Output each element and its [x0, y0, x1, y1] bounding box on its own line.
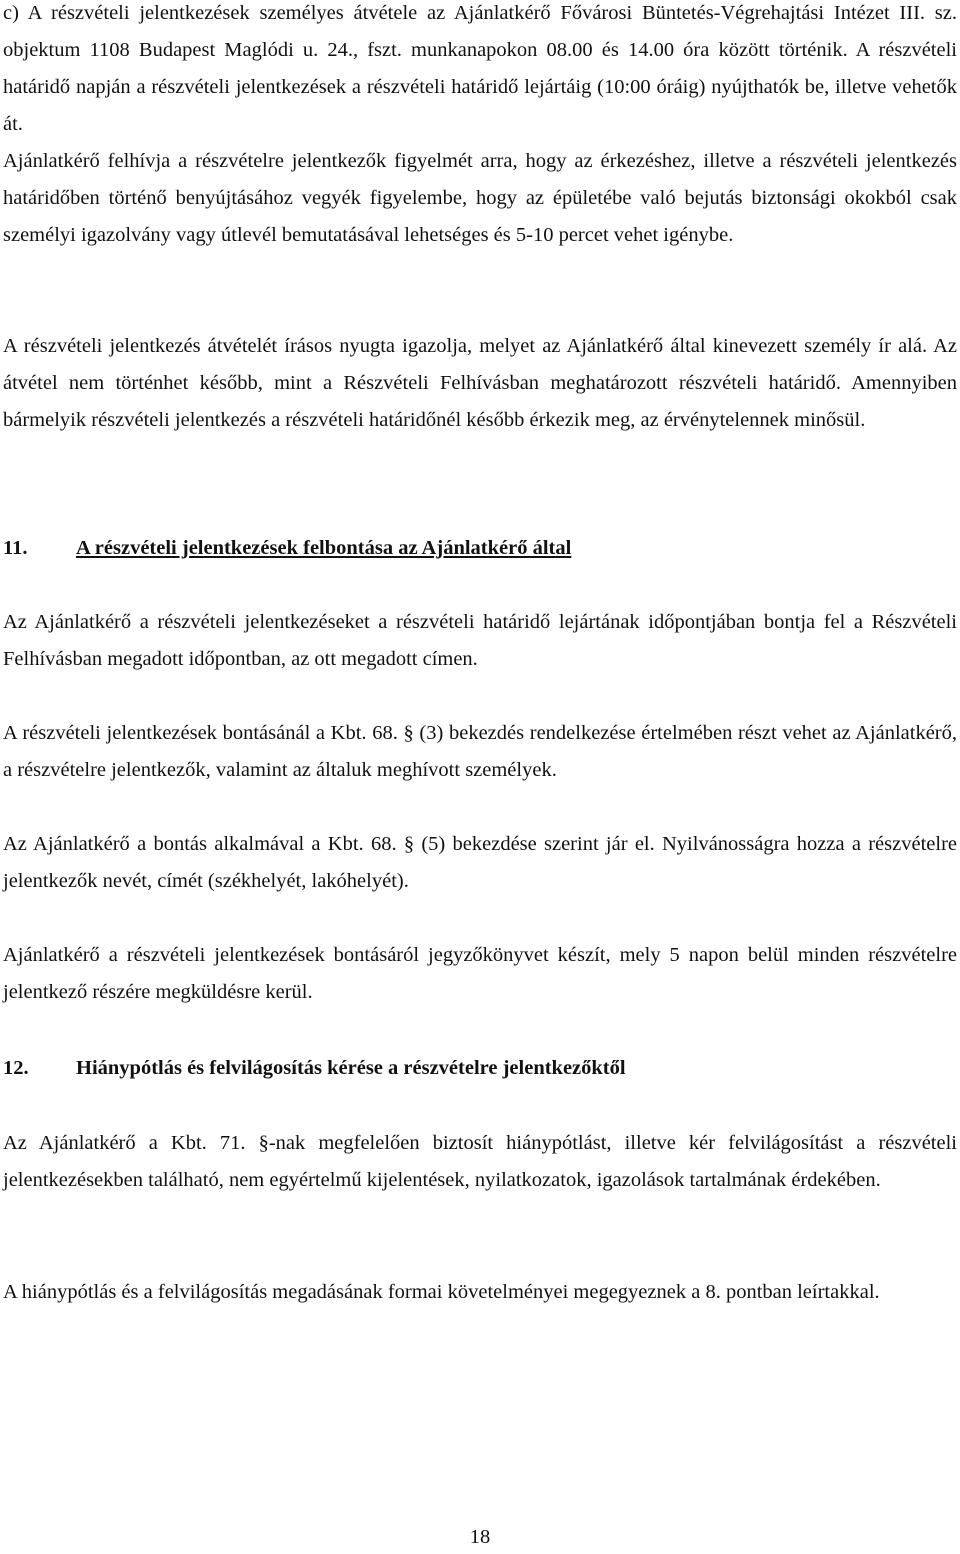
section-number-11: 11. [3, 537, 28, 559]
section-number-12: 12. [3, 1057, 29, 1079]
page-number: 18 [469, 1526, 491, 1548]
paragraph-opening-time: Az Ajánlatkérő a részvételi jelentkezéseket a részvételi határidő lejártának időpontjában bontja fel a Részvételi Felhívásban megadott időpontban, az ott megadott címen. [3, 611, 957, 670]
paragraph-deficiency-remedy: Az Ajánlatkérő a Kbt. 71. §-nak megfelelően biztosít hiánypótlást, illetve kér felvilágosítást a részvételi jelentkezésekben található, nem egyértelmű kijelentések, nyilatkozatok, igazolások tartalmának érdekében. [3, 1132, 957, 1191]
paragraph-opening-procedure: Az Ajánlatkérő a bontás alkalmával a Kbt. 68. § (5) bekezdése szerint jár el. Nyilvánosságra hozza a részvételre jelentkezők nevét, címét (székhelyét, lakóhelyét). [3, 833, 957, 892]
section-title-11: A részvételi jelentkezések felbontása az Ajánlatkérő által [76, 537, 572, 559]
paragraph-receipt-confirmation: A részvételi jelentkezés átvételét írásos nyugta igazolja, melyet az Ajánlatkérő által kinevezett személy ír alá. Az átvétel nem történhet később, mint a Részvételi Felhívásban meghatározott részvételi határidő. Amennyiben bármelyik részvételi jelentkezés a részvételi határidőnél később érkezik meg, az érvénytelennek minősül. [3, 335, 957, 431]
section-title-12: Hiánypótlás és felvilágosítás kérése a részvételre jelentkezőktől [76, 1057, 626, 1079]
section-heading-12 [3, 1050, 957, 1087]
paragraph-formal-requirements: A hiánypótlás és a felvilágosítás megadásának formai követelményei megegyeznek a 8. pontban leírtakkal. [3, 1281, 880, 1303]
section-heading-11 [3, 530, 957, 567]
paragraph-building-access: Ajánlatkérő felhívja a részvételre jelentkezők figyelmét arra, hogy az érkezéshez, illetve a részvételi jelentkezés határidőben történő benyújtásához vegyék figyelembe, hogy az épületébe való bejutás biztonsági okokból csak személyi igazolvány vagy útlevél bemutatásával lehetséges és 5-10 percet vehet igénybe. [3, 150, 957, 246]
paragraph-minutes: Ajánlatkérő a részvételi jelentkezések bontásáról jegyzőkönyvet készít, mely 5 napon belül minden részvételre jelentkező részére megküldésre kerül. [3, 944, 957, 1003]
paragraph-opening-attendees: A részvételi jelentkezések bontásánál a Kbt. 68. § (3) bekezdés rendelkezése értelmében részt vehet az Ajánlatkérő, a részvételre jelentkezők, valamint az általuk meghívott személyek. [3, 722, 957, 781]
paragraph-personal-delivery: c) A részvételi jelentkezések személyes átvétele az Ajánlatkérő Fővárosi Büntetés-Végrehajtási Intézet III. sz. objektum 1108 Budapest Maglódi u. 24., fszt. munkanapokon 08.00 és 14.00 óra között történik. A részvételi határidő napján a részvételi jelentkezések a részvételi határidő lejártáig (10:00 óráig) nyújthatók be, illetve vehetők át. [3, 2, 957, 135]
